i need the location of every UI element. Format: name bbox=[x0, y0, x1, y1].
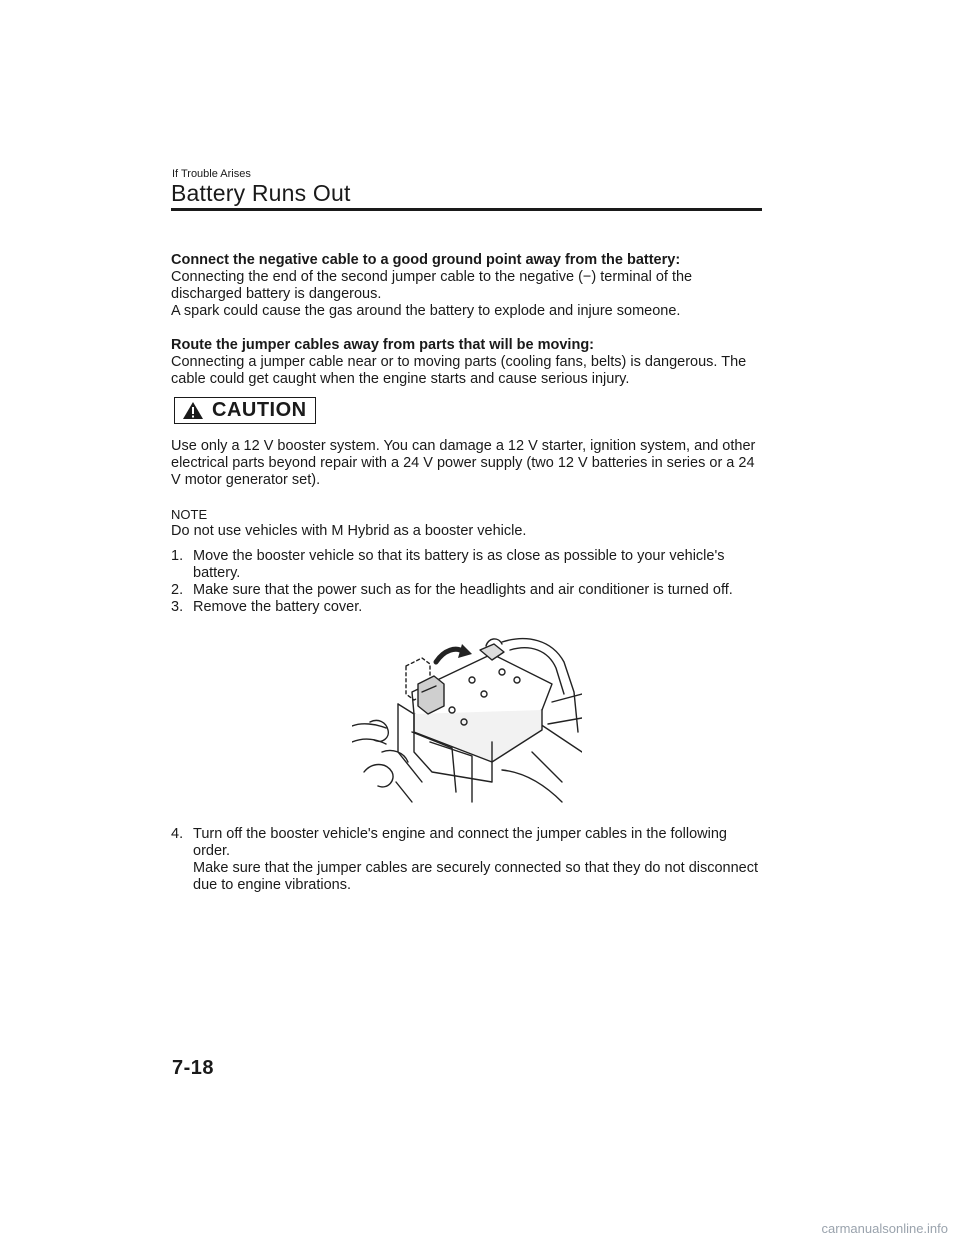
caution-text: Use only a 12 V booster system. You can damage a 12 V starter, ignition system, and other electrical parts beyond repair with a 24 V power supply (two 12 V batteries in series or a 24 V motor generator set). bbox=[171, 438, 756, 488]
section-label: If Trouble Arises bbox=[172, 168, 251, 180]
step-text: Remove the battery cover. bbox=[193, 599, 363, 615]
step-number: 1. bbox=[171, 548, 184, 564]
warning-text-ground-1: Connecting the end of the second jumper cable to the negative (−) terminal of the discharged battery is dangerous. bbox=[171, 269, 693, 302]
note-label: NOTE bbox=[171, 507, 208, 522]
watermark: carmanualsonline.info bbox=[821, 1221, 948, 1236]
step-number: 2. bbox=[171, 582, 184, 598]
warning-heading-moving-parts: Route the jumper cables away from parts that will be moving: bbox=[171, 337, 594, 353]
title-rule bbox=[171, 208, 762, 211]
step-text bbox=[193, 826, 763, 894]
warning-triangle-icon bbox=[182, 401, 204, 420]
list-item bbox=[171, 582, 763, 599]
warning-heading-ground: Connect the negative cable to a good ground point away from the battery: bbox=[171, 252, 681, 268]
step-4-main: Turn off the booster vehicle's engine and connect the jumper cables in the following order. bbox=[193, 826, 727, 859]
list-item bbox=[171, 548, 763, 582]
caution-label: CAUTION bbox=[212, 399, 307, 421]
step-list-continued bbox=[171, 826, 763, 894]
caution-badge bbox=[174, 397, 316, 424]
step-number: 4. bbox=[171, 826, 184, 842]
warning-text-moving-parts: Connecting a jumper cable near or to moving parts (cooling fans, belts) is dangerous. The cable could get caught when the engine starts and cause serious injury. bbox=[171, 354, 747, 387]
note-text: Do not use vehicles with M Hybrid as a booster vehicle. bbox=[171, 523, 527, 539]
page-title: Battery Runs Out bbox=[171, 180, 351, 206]
step-number: 3. bbox=[171, 599, 184, 615]
battery-cover-illustration bbox=[171, 632, 763, 812]
list-item bbox=[171, 826, 763, 894]
step-text: Move the booster vehicle so that its battery is as close as possible to your vehicle's battery. bbox=[193, 548, 725, 581]
step-4-detail: Make sure that the jumper cables are securely connected so that they do not disconnect due to engine vibrations. bbox=[193, 860, 759, 893]
step-list bbox=[171, 548, 763, 616]
page-number: 7-18 bbox=[172, 1057, 215, 1079]
page-content bbox=[171, 252, 763, 894]
list-item bbox=[171, 599, 763, 616]
step-text: Make sure that the power such as for the headlights and air conditioner is turned off. bbox=[193, 582, 733, 598]
warning-text-ground-2: A spark could cause the gas around the battery to explode and injure someone. bbox=[171, 303, 681, 319]
